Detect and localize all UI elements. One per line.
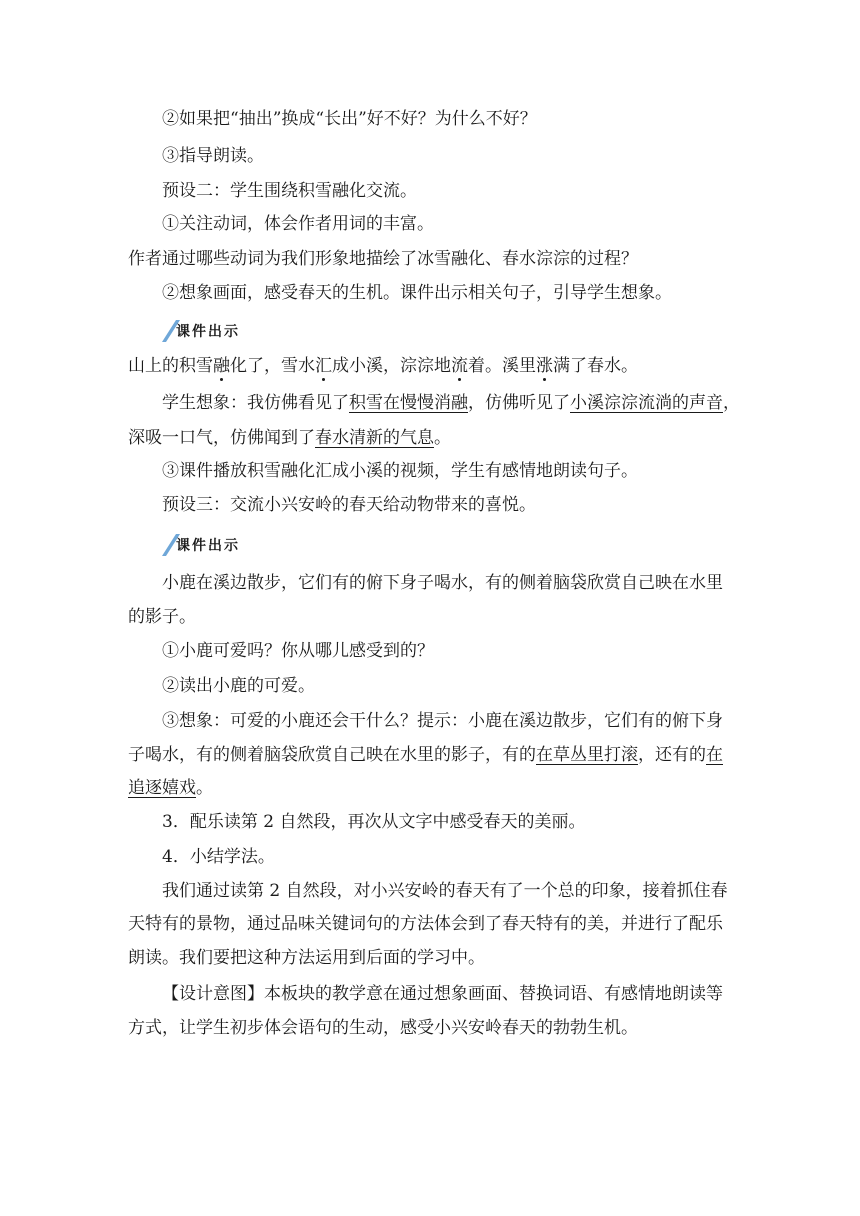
- slide-sentence: 的影子。: [128, 607, 196, 627]
- paragraph-line: ②想象画面，感受春天的生机。课件出示相关句子，引导学生想象。: [162, 283, 672, 303]
- underlined-phrase: 积雪在慢慢消融: [349, 393, 468, 413]
- text-span: 。: [196, 778, 213, 798]
- paragraph-line: 预设三：交流小兴安岭的春天给动物带来的喜悦。: [162, 495, 536, 515]
- emphasis-char: 涨: [536, 356, 553, 376]
- text-span: 。: [434, 428, 451, 448]
- text-span: ，还有的: [638, 745, 706, 765]
- emphasis-char: 流: [451, 356, 468, 376]
- slide-sentence: [128, 355, 734, 377]
- underlined-phrase: 在草丛里打滚: [536, 745, 638, 765]
- underlined-phrase: 在: [706, 745, 723, 765]
- text-span: 成小溪，淙淙地: [332, 356, 451, 376]
- paragraph-line: [128, 427, 734, 449]
- courseware-callout: [160, 320, 240, 342]
- paragraph-line: 方式，让学生初步体会语句的生动，感受小兴安岭春天的勃勃生机。: [128, 1018, 638, 1038]
- text-span: 化了，雪水: [230, 356, 315, 376]
- paragraph-line: 【设计意图】本板块的教学意在通过想象画面、替换词语、有感情地朗读等: [162, 984, 723, 1004]
- paragraph-line: ③课件播放积雪融化汇成小溪的视频，学生有感情地朗读句子。: [162, 461, 638, 481]
- text-span: 满了春水。: [553, 356, 638, 376]
- paragraph-line: ③想象：可爱的小鹿还会干什么？提示：小鹿在溪边散步，它们有的俯下身: [162, 711, 723, 731]
- paragraph-line: 预设二：学生围绕积雪融化交流。: [162, 181, 417, 201]
- underlined-phrase: 春水清新的气息: [315, 428, 434, 448]
- slide-sentence: 小鹿在溪边散步，它们有的俯下身子喝水，有的侧着脑袋欣赏自己映在水里: [162, 573, 723, 593]
- underlined-phrase: 小溪淙淙流淌的声音: [570, 393, 723, 413]
- paragraph-line: ①小鹿可爱吗？你从哪儿感受到的？: [162, 641, 434, 661]
- paragraph-line: ②读出小鹿的可爱。: [162, 676, 315, 696]
- paragraph-line: ①关注动词，体会作者用词的丰富。: [162, 214, 434, 234]
- text-span: 深吸一口气，仿佛闻到了: [128, 428, 315, 448]
- paragraph-line: [128, 744, 734, 766]
- emphasis-char: 融: [213, 356, 230, 376]
- text-span: 学生想象：我仿佛看见了: [162, 393, 349, 413]
- courseware-callout: [160, 534, 240, 556]
- paragraph-line: 天特有的景物，通过品味关键词句的方法体会到了春天特有的美，并进行了配乐: [128, 914, 723, 934]
- text-span: ，仿佛听见了: [468, 393, 570, 413]
- paragraph-line: [162, 392, 740, 414]
- text-span: ，: [723, 393, 740, 413]
- paragraph-line: [128, 777, 734, 799]
- text-span: 山上的积雪: [128, 356, 213, 376]
- paragraph-line: 3．配乐读第 2 自然段，再次从文字中感受春天的美丽。: [162, 812, 586, 832]
- paragraph-line: ②如果把“抽出”换成“长出”好不好？为什么不好？: [162, 109, 537, 129]
- paragraph-line: 我们通过读第 2 自然段，对小兴安岭的春天有了一个总的印象，接着抓住春: [162, 881, 728, 901]
- callout-label: 课件出示: [176, 324, 240, 340]
- underlined-phrase: 追逐嬉戏: [128, 778, 196, 798]
- text-span: 着。溪里: [468, 356, 536, 376]
- paragraph-line: 朗读。我们要把这种方法运用到后面的学习中。: [128, 948, 485, 968]
- callout-label: 课件出示: [176, 538, 240, 554]
- text-span: 子喝水，有的侧着脑袋欣赏自己映在水里的影子，有的: [128, 745, 536, 765]
- paragraph-line: ③指导朗读。: [162, 146, 264, 166]
- paragraph-line: 作者通过哪些动词为我们形象地描绘了冰雪融化、春水淙淙的过程？: [128, 249, 638, 269]
- paragraph-line: 4．小结学法。: [162, 847, 275, 867]
- emphasis-char: 汇: [315, 356, 332, 376]
